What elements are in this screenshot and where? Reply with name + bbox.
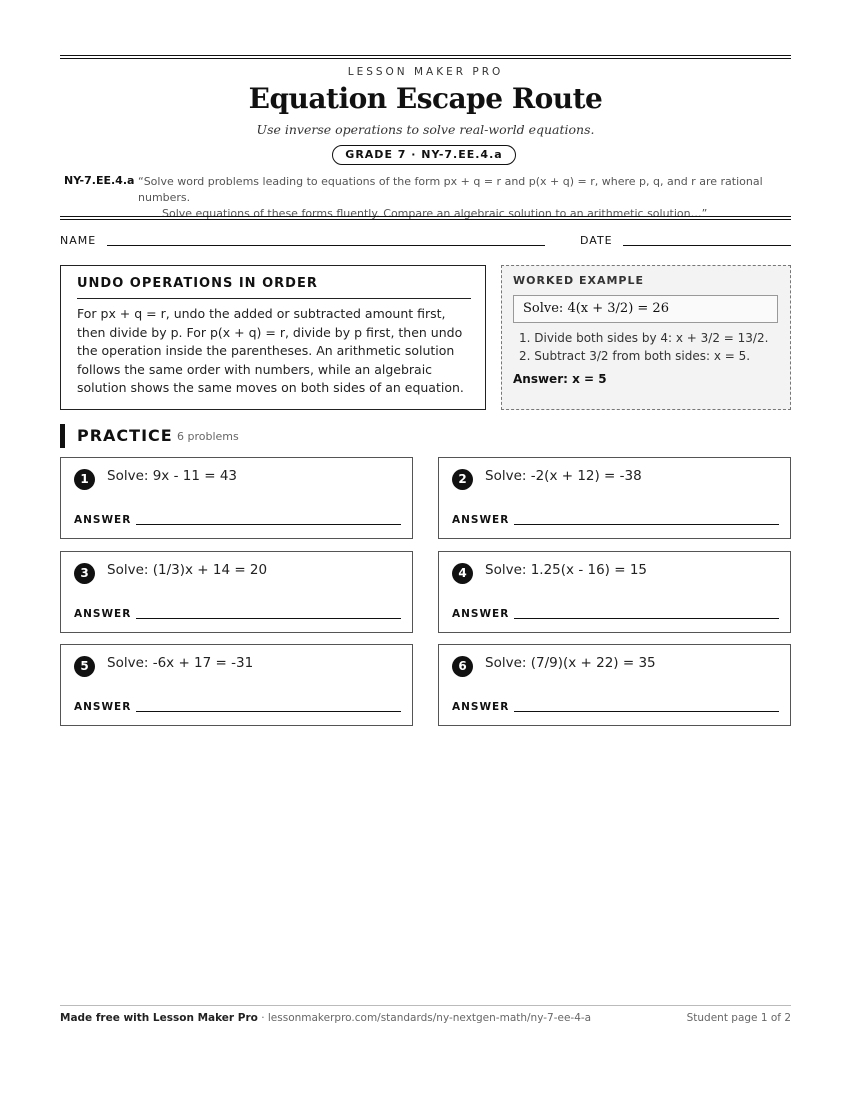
answer-label: ANSWER — [74, 514, 132, 526]
standard-text — [138, 174, 788, 222]
page-subtitle: Use inverse operations to solve real-world equations. — [256, 122, 595, 137]
problem-number-badge: 3 — [74, 563, 95, 584]
practice-accent-bar — [60, 424, 65, 448]
standard-text-line-2: Solve equations of these forms fluently. Compare an algebraic solution to an arithmetic solution…” — [162, 207, 708, 220]
name-label: NAME — [60, 234, 97, 247]
brand-name: LESSON MAKER PRO — [347, 66, 504, 78]
answer-label: ANSWER — [74, 701, 132, 713]
problem-card-1 — [60, 457, 413, 539]
standard-code: NY-7.EE.4.a — [64, 174, 135, 187]
problem-number-badge: 6 — [452, 656, 473, 677]
answer-field[interactable] — [514, 711, 779, 712]
header-bottom-rule — [60, 216, 791, 217]
problem-text: Solve: (1/3)x + 14 = 20 — [107, 562, 268, 578]
header-bottom-rule-secondary — [60, 219, 791, 220]
worked-example-box — [501, 265, 791, 410]
answer-label: ANSWER — [74, 608, 132, 620]
answer-field[interactable] — [514, 618, 779, 619]
problem-card-3 — [60, 551, 413, 633]
problem-text: Solve: -6x + 17 = -31 — [107, 655, 254, 671]
footer-rule — [60, 1005, 791, 1006]
answer-label: ANSWER — [452, 514, 510, 526]
worked-example-steps — [519, 329, 768, 365]
problem-text: Solve: 1.25(x - 16) = 15 — [485, 562, 647, 578]
name-field[interactable] — [107, 245, 545, 246]
answer-field[interactable] — [136, 711, 401, 712]
footer-url[interactable]: · lessonmakerpro.com/standards/ny-nextgen-math/ny-7-ee-4-a — [257, 1012, 592, 1024]
problem-number-badge: 5 — [74, 656, 95, 677]
practice-heading: PRACTICE — [77, 426, 173, 445]
worked-example-step: 1. Divide both sides by 4: x + 3/2 = 13/2. — [519, 331, 769, 345]
top-rule-secondary — [60, 58, 791, 59]
standard-text-line-1: “Solve word problems leading to equations of the form px + q = r and p(x + q) = r, where p, q, and r are rational numbers. — [138, 175, 763, 204]
rule-box-divider — [77, 298, 471, 299]
problem-number-badge: 1 — [74, 469, 95, 490]
page-title: Equation Escape Route — [248, 82, 603, 115]
answer-label: ANSWER — [452, 701, 510, 713]
answer-label: ANSWER — [452, 608, 510, 620]
answer-field[interactable] — [136, 524, 401, 525]
worksheet-page — [60, 0, 791, 1100]
worked-example-heading: WORKED EXAMPLE — [513, 274, 644, 287]
answer-field[interactable] — [136, 618, 401, 619]
problem-card-4 — [438, 551, 791, 633]
footer-page-number: Student page 1 of 2 — [686, 1012, 791, 1024]
problem-card-5 — [60, 644, 413, 726]
problem-card-6 — [438, 644, 791, 726]
problem-card-2 — [438, 457, 791, 539]
rule-box-heading: UNDO OPERATIONS IN ORDER — [77, 276, 318, 291]
rule-box — [60, 265, 486, 410]
footer-credit — [60, 1012, 591, 1024]
problem-number-badge: 4 — [452, 563, 473, 584]
top-rule — [60, 55, 791, 56]
worked-example-answer: Answer: x = 5 — [513, 372, 607, 386]
date-field[interactable] — [623, 245, 791, 246]
problem-number-badge: 2 — [452, 469, 473, 490]
problem-text: Solve: 9x - 11 = 43 — [107, 468, 237, 484]
practice-count: 6 problems — [177, 430, 239, 443]
date-label: DATE — [580, 234, 613, 247]
answer-field[interactable] — [514, 524, 779, 525]
worked-example-equation: Solve: 4(x + 3/2) = 26 — [513, 295, 778, 323]
grade-standard-badge: GRADE 7 · NY-7.EE.4.a — [332, 145, 516, 165]
problem-text: Solve: (7/9)(x + 22) = 35 — [485, 655, 656, 671]
worked-example-step: 2. Subtract 3/2 from both sides: x = 5. — [519, 349, 751, 363]
rule-box-body: For px + q = r, undo the added or subtracted amount first, then divide by p. For p(x + q) = r, divide by p first, then undo the operation inside the parentheses. An arithmetic solution follows the same order with numbers, while an algebraic solution shows the same moves on both sides of an equation. — [77, 306, 464, 396]
footer-made-with: Made free with Lesson Maker Pro — [60, 1012, 258, 1024]
problem-text: Solve: -2(x + 12) = -38 — [485, 468, 642, 484]
